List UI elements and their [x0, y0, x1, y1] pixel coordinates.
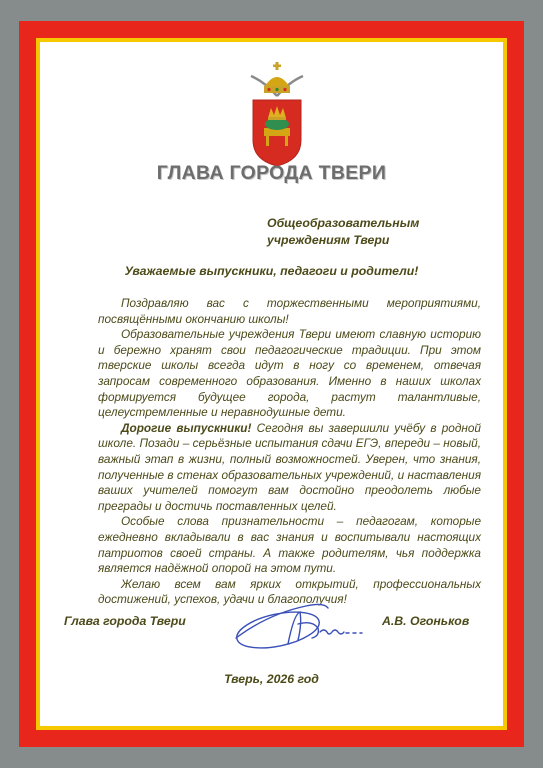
page-title: ГЛАВА ГОРОДА ТВЕРИ	[156, 162, 387, 184]
greeting: Уважаемые выпускники, педагоги и родители!	[124, 264, 419, 278]
addressee	[267, 215, 419, 249]
paragraph-text: Особые слова признательности – педагогам, которые ежедневно вкладывали в вас знания и воспитывали настоящих патриотов своей страны. А также родителям, чья поддержка является надёжной опорой на этом пути.	[98, 514, 481, 576]
handwritten-signature	[228, 594, 378, 656]
paragraph	[98, 514, 481, 576]
paragraph-text: Желаю всем вам ярких открытий, профессиональных достижений, успехов, удачи и благополучия!	[98, 576, 481, 607]
addressee-line: учреждениям Твери	[267, 233, 390, 247]
paragraph	[98, 421, 481, 515]
addressee-line: Общеобразовательным	[267, 216, 420, 230]
coat-of-arms-icon	[247, 62, 307, 170]
place-and-year: Тверь, 2026 год	[224, 672, 319, 686]
paragraph	[98, 296, 481, 327]
paragraph-lead: Дорогие выпускники!	[121, 420, 252, 435]
paragraph-text: Поздравляю вас с торжественными мероприятиями, посвящёнными окончанию школы!	[98, 296, 481, 326]
letter-page	[40, 42, 503, 726]
signatory-title: Глава города Твери	[64, 614, 186, 628]
paragraph-text: Сегодня вы завершили учёбу в родной школе. Позади – серьёзные испытания сдачи ЕГЭ, впереди – новый, важный этап в жизни, полный возможностей. Уверен, что знания, полученные в стенах образовательных учреждений, и наставления ваших учителей помогут вам достойно преодолеть любые преграды и достичь поставленных целей.	[98, 420, 481, 513]
letter-body	[98, 296, 481, 608]
signatory-name: А.В. Огоньков	[382, 614, 470, 628]
paragraph	[98, 327, 481, 421]
paragraph-text: Образовательные учреждения Твери имеют славную историю и бережно хранят свои педагогические традиции. При этом тверские школы всегда идут в ногу со временем, отвечая запросам современного образования. Именно в наших школах формируется будущее города, растут талантливые, целеустремленные и неравнодушные дети.	[98, 327, 481, 420]
